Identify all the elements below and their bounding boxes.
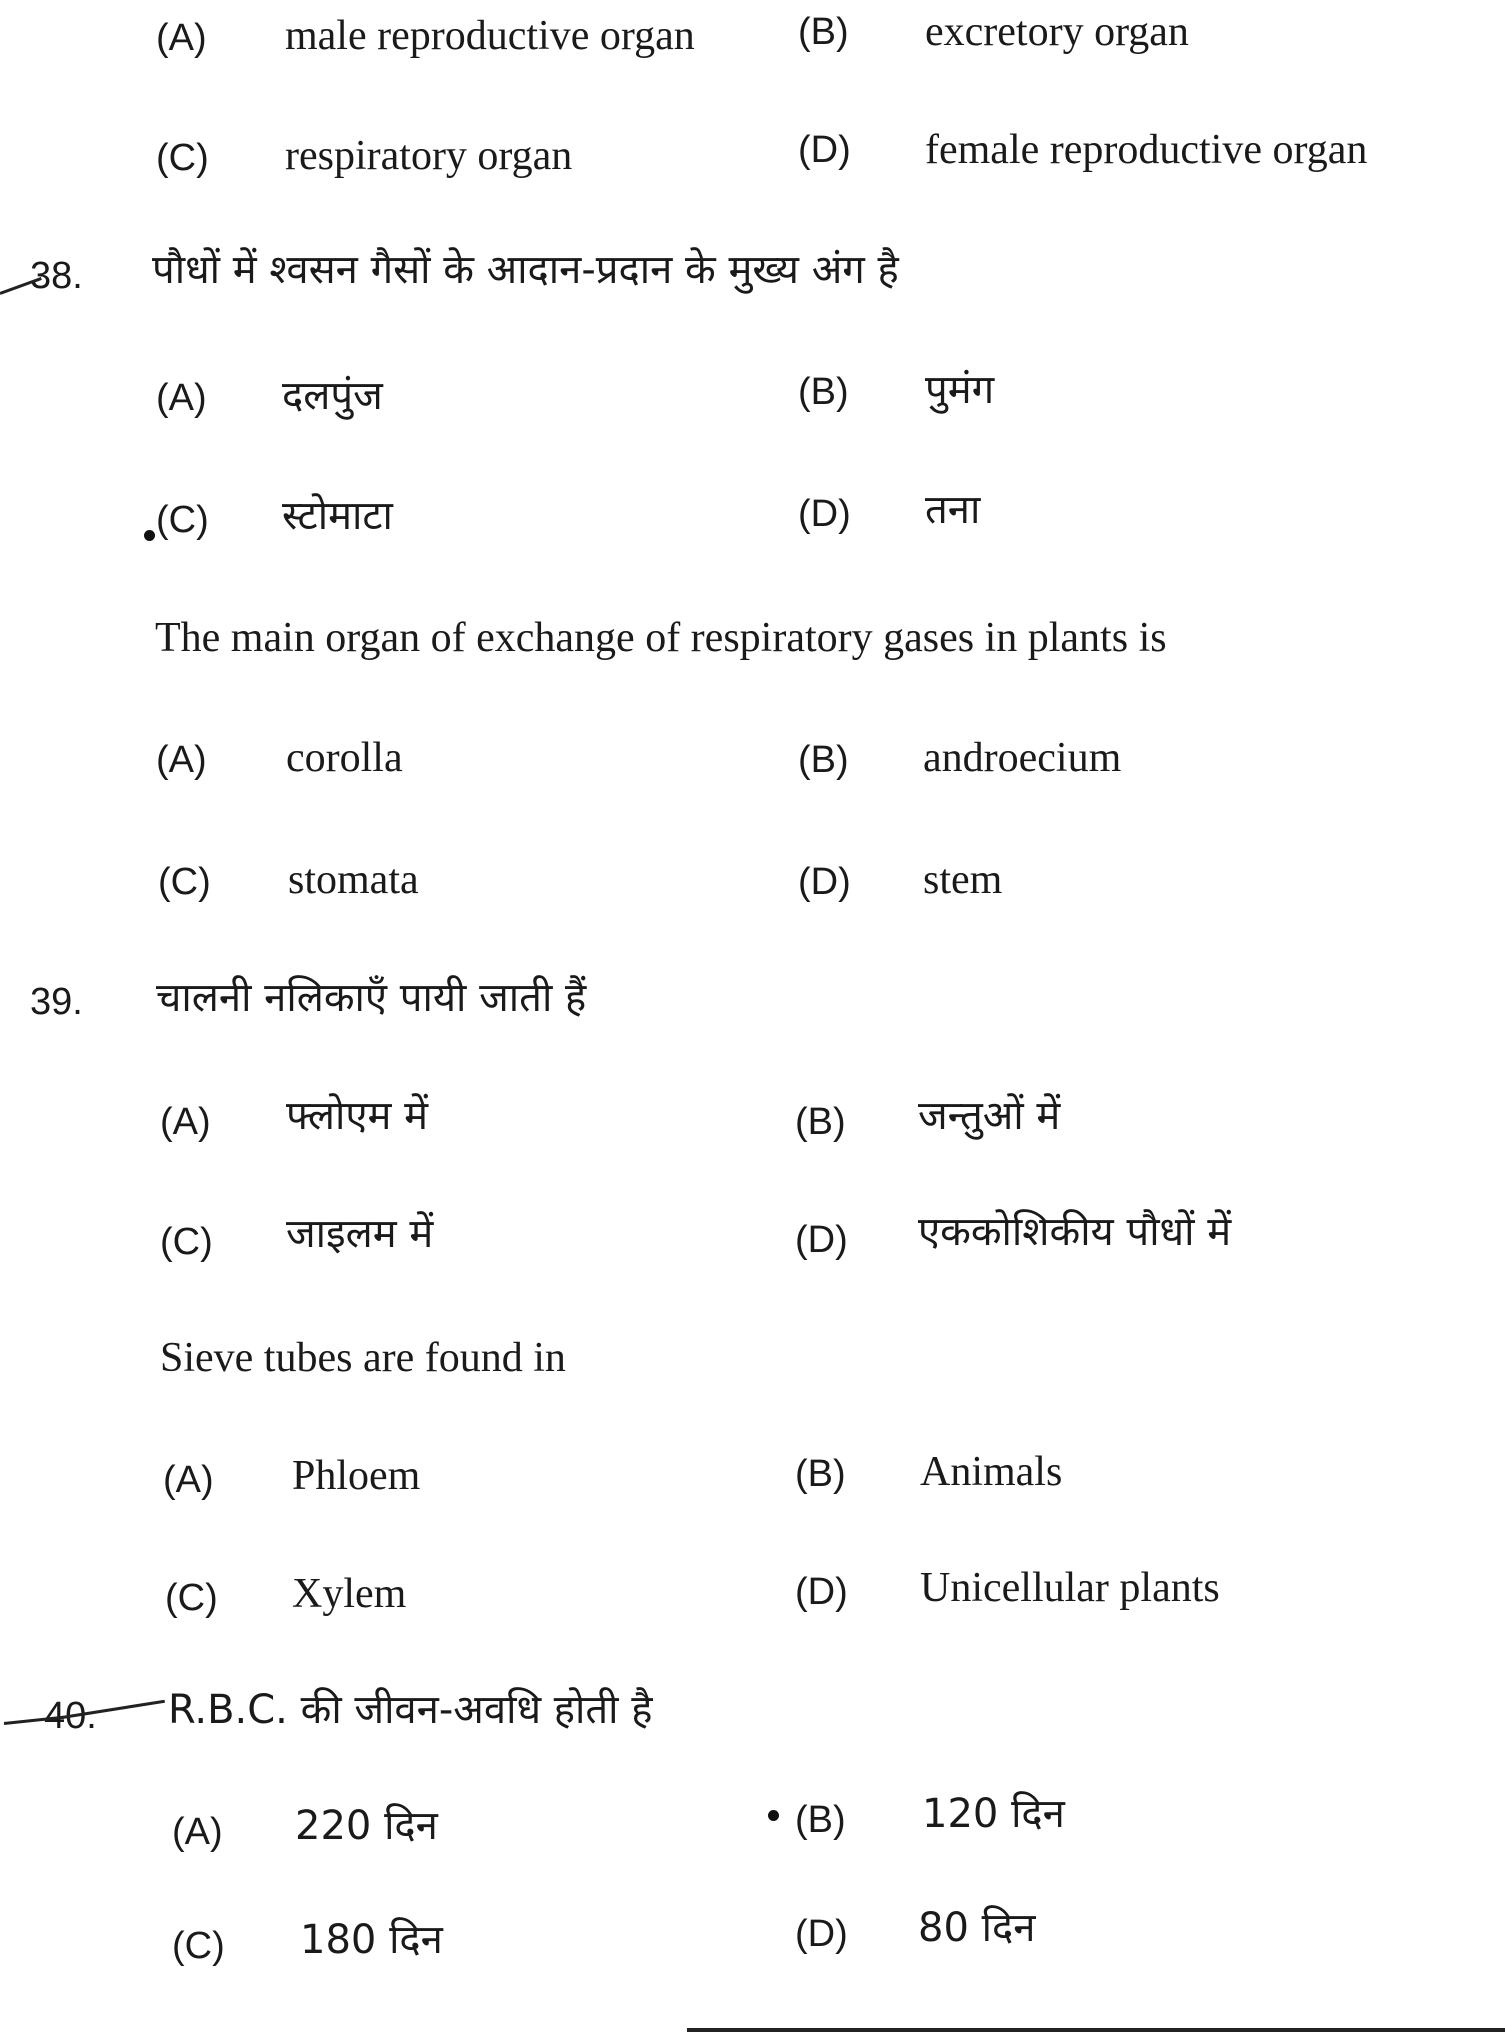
q37-option-c-text: respiratory organ (285, 133, 573, 179)
q40-option-a-text: 220 दिन (295, 1803, 438, 1849)
q40-option-d-text: 80 दिन (918, 1905, 1036, 1951)
answer-mark-dot (144, 530, 155, 541)
q37-option-c-label: (C) (156, 137, 209, 179)
page-bottom-rule (687, 2028, 1505, 2032)
q40-option-d-label: (D) (795, 1913, 848, 1955)
q39-hi-option-c-label: (C) (160, 1221, 213, 1263)
q39-hi-option-b-text: जन्तुओं में (918, 1093, 1061, 1139)
q37-option-b-text: excretory organ (925, 9, 1189, 55)
q39-hi-option-b-label: (B) (795, 1101, 846, 1143)
q37-option-d-text: female reproductive organ (925, 127, 1368, 173)
q40-option-c-label: (C) (172, 1925, 225, 1967)
q38-en-option-c-text: stomata (288, 857, 419, 903)
q39-en-option-a-label: (A) (163, 1459, 214, 1501)
q38-en-option-a-label: (A) (156, 739, 207, 781)
q39-number: 39. (30, 981, 83, 1023)
q38-hi-option-d-text: तना (925, 487, 981, 533)
q39-en-option-c-label: (C) (165, 1577, 218, 1619)
q39-hi-option-d-label: (D) (795, 1219, 848, 1261)
q39-en-option-a-text: Phloem (292, 1453, 421, 1499)
q39-hi-option-c-text: जाइलम में (286, 1211, 434, 1257)
q38-hi-option-c-text: स्टोमाटा (282, 493, 393, 539)
q39-hi-option-a-label: (A) (160, 1101, 211, 1143)
answer-mark-dot (768, 1810, 779, 1821)
q39-en-option-d-label: (D) (795, 1571, 848, 1613)
q38-hi-option-b-text: पुमंग (925, 367, 995, 413)
q39-hi-option-a-text: फ्लोएम में (286, 1093, 429, 1139)
q40-number: 40. (44, 1695, 97, 1737)
q38-hi-option-c-label: (C) (156, 499, 209, 541)
q38-question-hindi: पौधों में श्वसन गैसों के आदान-प्रदान के मुख्य अंग है (152, 247, 899, 293)
q39-en-option-b-text: Animals (920, 1449, 1063, 1495)
q39-en-option-d-text: Unicellular plants (920, 1565, 1220, 1611)
q38-hi-option-a-text: दलपुंज (282, 373, 383, 419)
q37-option-a-label: (A) (156, 17, 207, 59)
q38-en-option-d-text: stem (923, 857, 1003, 903)
q38-hi-option-d-label: (D) (798, 493, 851, 535)
q38-en-option-d-label: (D) (798, 861, 851, 903)
q38-en-option-c-label: (C) (158, 861, 211, 903)
q40-option-c-text: 180 दिन (300, 1917, 443, 1963)
q39-en-option-c-text: Xylem (292, 1571, 407, 1617)
q37-option-a-text: male reproductive organ (285, 13, 695, 59)
q39-en-option-b-label: (B) (795, 1453, 846, 1495)
q39-hi-option-d-text: एककोशिकीय पौधों में (918, 1209, 1232, 1255)
q39-question-english: Sieve tubes are found in (160, 1335, 566, 1381)
q37-option-d-label: (D) (798, 129, 851, 171)
q40-question-hindi: R.B.C. की जीवन-अवधि होती है (168, 1687, 653, 1733)
q38-number: 38. (30, 255, 83, 297)
q39-question-hindi: चालनी नलिकाएँ पायी जाती हैं (156, 975, 587, 1021)
q38-question-english: The main organ of exchange of respiratory gases in plants is (155, 615, 1167, 661)
q40-option-b-text: 120 दिन (922, 1791, 1065, 1837)
q38-hi-option-b-label: (B) (798, 371, 849, 413)
q40-option-b-label: (B) (795, 1799, 846, 1841)
q37-option-b-label: (B) (798, 11, 849, 53)
q38-en-option-a-text: corolla (286, 735, 403, 781)
q38-en-option-b-text: androecium (923, 735, 1122, 781)
q40-option-a-label: (A) (172, 1811, 223, 1853)
q38-en-option-b-label: (B) (798, 739, 849, 781)
q38-hi-option-a-label: (A) (156, 377, 207, 419)
